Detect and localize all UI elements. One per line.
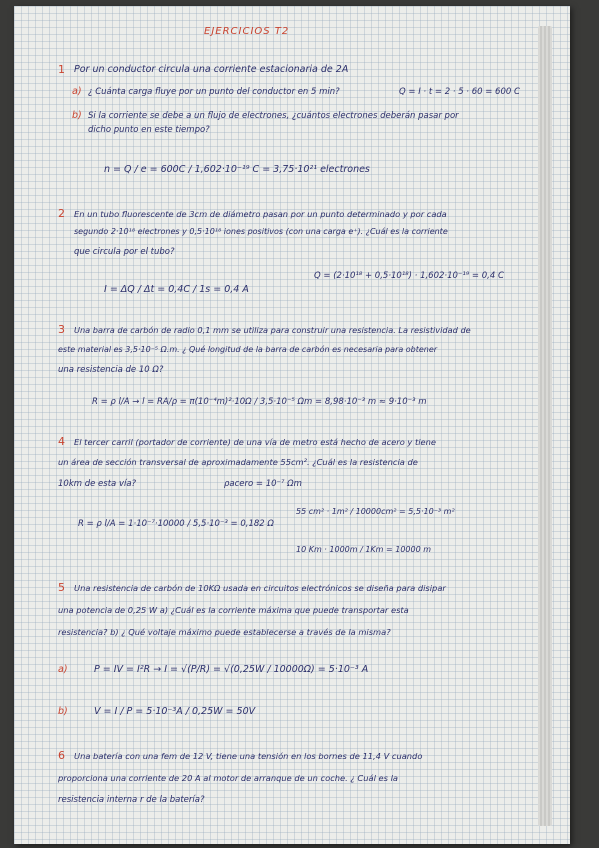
exercise-4-conversion-length: 10 Km · 1000m / 1Km = 10000 m <box>296 545 432 554</box>
exercise-4-question-3: 10km de esta vía? <box>58 479 137 489</box>
exercise-1-number: 1 <box>58 63 65 76</box>
exercise-5a-answer: P = IV = I²R → I = √(P/R) = √(0,25W / 10000Ω) = 5·10⁻³ A <box>94 664 369 675</box>
exercise-4-answer: R = ρ l/A = 1·10⁻⁷·10000 / 5,5·10⁻³ = 0,182 Ω <box>78 519 274 529</box>
exercise-2-question-3: que circula por el tubo? <box>74 247 175 257</box>
exercise-2-calc: Q = (2·10¹⁸ + 0,5·10¹⁸) · 1,602·10⁻¹⁹ = 0,4 C <box>314 271 504 281</box>
exercise-3-number: 3 <box>58 323 65 336</box>
exercise-1b-text-2: dicho punto en este tiempo? <box>88 125 210 135</box>
exercise-1b-answer: n = Q / e = 600C / 1,602·10⁻¹⁹ C = 3,75·10²¹ electrones <box>104 164 370 175</box>
exercise-4-question-2: un área de sección transversal de aproximadamente 55cm². ¿Cuál es la resistencia de <box>58 457 418 467</box>
exercise-3-answer: R = ρ l/A → l = RA/ρ = π(10⁻⁴m)²·10Ω / 3,5·10⁻⁵ Ωm = 8,98·10⁻³ m ≈ 9·10⁻³ m <box>92 397 427 407</box>
exercise-4-conversion-area: 55 cm² · 1m² / 10000cm² = 5,5·10⁻³ m² <box>296 507 455 516</box>
exercise-1b-label: b) <box>72 110 82 121</box>
exercise-1-question: Por un conductor circula una corriente estacionaria de 2A <box>74 64 349 75</box>
exercise-5-question-3: resistencia? b) ¿ Qué voltaje máximo puede establecerse a través de la misma? <box>58 627 391 637</box>
exercise-1a-answer: Q = I · t = 2 · 5 · 60 = 600 C <box>399 87 520 97</box>
exercise-2-question-1: En un tubo fluorescente de 3cm de diámetro pasan por un punto determinado y por cada <box>74 209 447 219</box>
exercise-3-question-3: una resistencia de 10 Ω? <box>58 365 164 375</box>
exercise-4-number: 4 <box>58 435 65 448</box>
notebook-page <box>14 6 570 844</box>
exercise-1b-text-1: Si la corriente se debe a un flujo de electrones, ¿cuántos electrones deberán pasar por <box>88 111 459 121</box>
exercise-5b-answer: V = I / P = 5·10⁻³A / 0,25W = 50V <box>94 706 256 717</box>
exercise-5-question-1: Una resistencia de carbón de 10KΩ usada en circuitos electrónicos se diseña para disipar <box>74 583 446 593</box>
exercise-2-answer: I = ΔQ / Δt = 0,4C / 1s = 0,4 A <box>104 284 249 295</box>
exercise-6-question-1: Una batería con una fem de 12 V, tiene una tensión en los bornes de 11,4 V cuando <box>74 751 423 761</box>
page-title: EJERCICIOS T2 <box>204 26 290 37</box>
exercise-2-number: 2 <box>58 207 65 220</box>
exercise-4-question-1: El tercer carril (portador de corriente) de una vía de metro está hecho de acero y tiene <box>74 437 436 447</box>
exercise-6-question-3: resistencia interna r de la batería? <box>58 795 205 805</box>
exercise-1a-text: ¿ Cuánta carga fluye por un punto del conductor en 5 min? <box>88 87 340 97</box>
exercise-1a-label: a) <box>72 86 82 97</box>
exercise-3-question-2: este material es 3,5·10⁻⁵ Ω.m. ¿ Qué longitud de la barra de carbón es necesaria para obtener <box>58 345 438 354</box>
exercise-6-question-2: proporciona una corriente de 20 A al motor de arranque de un coche. ¿ Cuál es la <box>58 773 398 783</box>
exercise-2-question-2: segundo 2·10¹⁸ electrones y 0,5·10¹⁸ iones positivos (con una carga e⁺). ¿Cuál es la corriente <box>74 227 448 236</box>
page-stack-edge <box>538 26 552 826</box>
exercise-4-rho: ρacero = 10⁻⁷ Ωm <box>224 479 302 489</box>
exercise-5-number: 5 <box>58 581 65 594</box>
exercise-5a-label: a) <box>58 664 68 675</box>
exercise-5-question-2: una potencia de 0,25 W a) ¿Cuál es la corriente máxima que puede transportar esta <box>58 605 409 615</box>
exercise-6-number: 6 <box>58 749 65 762</box>
exercise-5b-label: b) <box>58 706 68 717</box>
exercise-3-question-1: Una barra de carbón de radio 0,1 mm se utiliza para construir una resistencia. La resistividad de <box>74 325 471 335</box>
